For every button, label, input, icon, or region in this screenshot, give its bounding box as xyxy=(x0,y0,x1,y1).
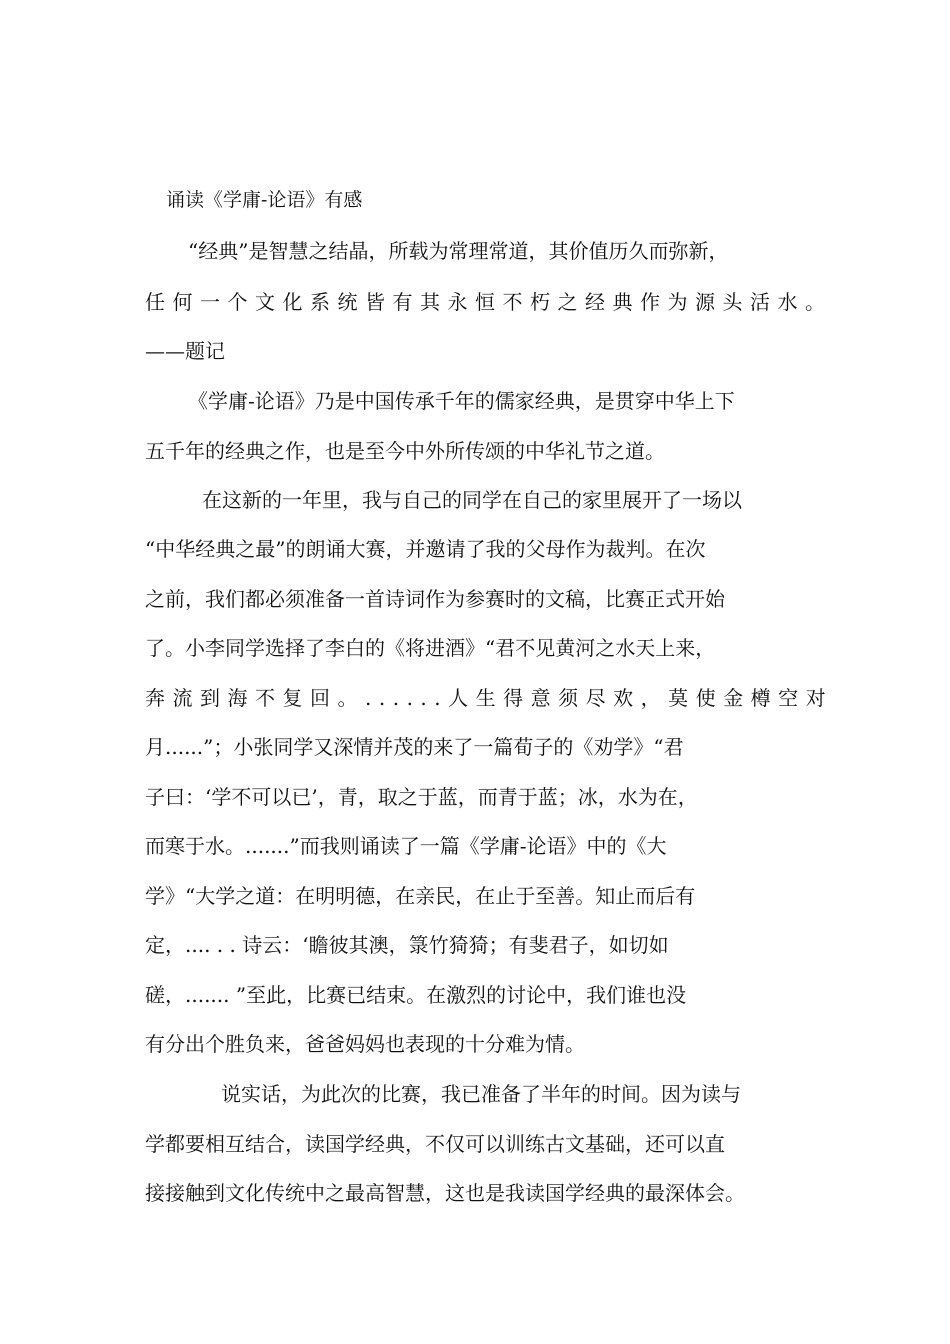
paragraph-line: 定，.... . . 诗云：‘瞻彼其澳，箓竹猗猗；有斐君子，如切如 xyxy=(145,933,669,957)
paragraph-line: 磋，....... ”至此，比赛已结束。在激烈的讨论中，我们谁也没 xyxy=(145,983,687,1007)
paragraph-line: 学》“大学之道：在明明德，在亲民，在止于至善。知止而后有 xyxy=(145,884,696,908)
paragraph-line: 接接触到文化传统中之最高智慧，这也是我读国学经典的最深体会。 xyxy=(145,1181,745,1205)
paragraph-line: 《学庸-论语》乃是中国传承千年的儒家经典，是贯穿中华上下 xyxy=(188,389,735,413)
paragraph-line: 五千年的经典之作，也是至今中外所传颂的中华礼节之道。 xyxy=(145,439,665,463)
paragraph-line: 在这新的一年里，我与自己的同学在自己的家里展开了一场以 xyxy=(202,488,742,512)
epigraph-line: 任何一个文化系统皆有其永恒不朽之经典作为源头活水。 xyxy=(145,290,833,314)
paragraph-line: “中华经典之最”的朗诵大赛，并邀请了我的父母作为裁判。在次 xyxy=(145,537,706,561)
paragraph-line: 之前，我们都必须准备一首诗词作为参赛时的文稿，比赛正式开始 xyxy=(145,587,725,611)
paragraph-line: 了。小李同学选择了李白的《将进酒》“君不见黄河之水天上来， xyxy=(145,636,716,660)
paragraph-line: 月......”；小张同学又深情并茂的来了一篇荀子的《劝学》“君 xyxy=(145,735,684,759)
paragraph-line: 子曰：‘学不可以已’，青，取之于蓝，而青于蓝；冰，水为在， xyxy=(145,785,698,809)
epigraph-line: “经典”是智慧之结晶，所载为常理常道，其价值历久而弥新， xyxy=(188,239,729,263)
paragraph-line: 学都要相互结合，读国学经典，不仅可以训练古文基础，还可以直 xyxy=(145,1132,725,1156)
paragraph-line: 有分出个胜负来，爸爸妈妈也表现的十分难为情。 xyxy=(145,1032,585,1056)
paragraph-line: 说实话，为此次的比赛，我已准备了半年的时间。因为读与 xyxy=(221,1082,741,1106)
epigraph-attribution: ——题记 xyxy=(145,339,225,363)
paragraph-line: 奔流到海不复回。......人生得意须尽欢，莫使金樽空对 xyxy=(145,686,834,710)
paragraph-line: 而寒于水。.......”而我则诵读了一篇《学庸-论语》中的《大 xyxy=(145,834,667,858)
document-title: 诵读《学庸-论语》有感 xyxy=(166,189,363,211)
